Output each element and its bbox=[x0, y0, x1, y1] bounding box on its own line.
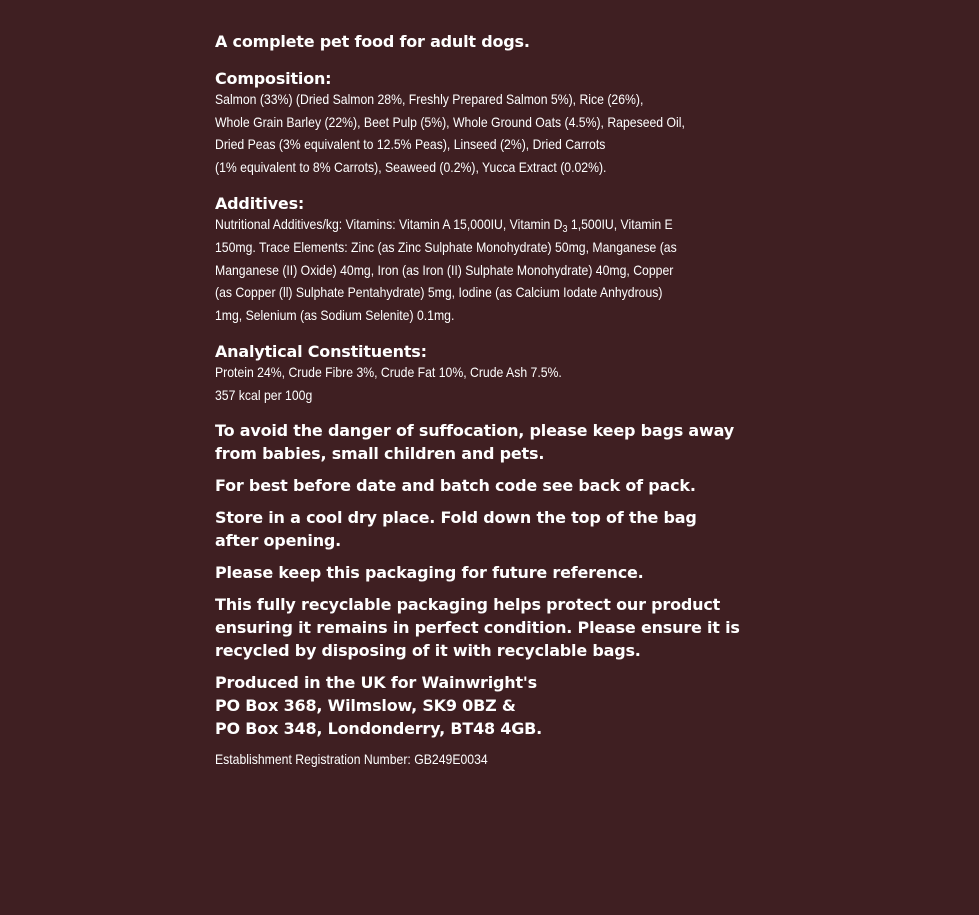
composition-heading: Composition: bbox=[215, 69, 332, 88]
notice-line: recycled by disposing of it with recyclable bags. bbox=[215, 640, 641, 660]
composition-line: Whole Grain Barley (22%), Beet Pulp (5%), Whole Ground Oats (4.5%), Rapeseed Oil, bbox=[215, 114, 685, 130]
additives-line bbox=[215, 214, 746, 237]
additives-heading: Additives: bbox=[215, 194, 305, 214]
notice-line: ensuring it remains in perfect condition. Please ensure it is bbox=[215, 617, 740, 637]
analytical-section bbox=[215, 342, 775, 407]
additives-line: 1mg, Selenium (as Sodium Selenite) 0.1mg. bbox=[215, 307, 455, 323]
notice-line: from babies, small children and pets. bbox=[215, 443, 545, 463]
additives-line: (as Copper (ll) Sulphate Pentahydrate) 5mg, Iodine (as Calcium Iodate Anhydrous) bbox=[215, 285, 663, 301]
notice-line: To avoid the danger of suffocation, please keep bags away bbox=[215, 420, 734, 440]
recycling-notice bbox=[215, 593, 775, 662]
address-line: Produced in the UK for Wainwright's bbox=[215, 672, 537, 692]
notice-line: Please keep this packaging for future reference. bbox=[215, 562, 644, 582]
additives-section bbox=[215, 194, 775, 327]
address-line: PO Box 348, Londonderry, BT48 4GB. bbox=[215, 718, 543, 738]
storage-notice bbox=[215, 506, 775, 552]
suffocation-warning bbox=[215, 419, 775, 465]
keep-packaging-notice bbox=[215, 561, 775, 584]
additives-body bbox=[215, 214, 746, 327]
composition-line: (1% equivalent to 8% Carrots), Seaweed (0.2%), Yucca Extract (0.02%). bbox=[215, 159, 607, 175]
label-text-panel bbox=[215, 30, 775, 771]
registration-number: Establishment Registration Number: GB249E0034 bbox=[215, 751, 488, 767]
composition-line: Dried Peas (3% equivalent to 12.5% Peas), Linseed (2%), Dried Carrots bbox=[215, 137, 606, 153]
notice-line: Store in a cool dry place. Fold down the top of the bag bbox=[215, 507, 697, 527]
analytical-line: Protein 24%, Crude Fibre 3%, Crude Fat 10%, Crude Ash 7.5%. bbox=[215, 365, 562, 381]
composition-line: Salmon (33%) (Dried Salmon 28%, Freshly Prepared Salmon 5%), Rice (26%), bbox=[215, 92, 644, 107]
composition-section bbox=[215, 69, 775, 179]
producer-address bbox=[215, 671, 775, 740]
additives-line-text: 1,500IU, Vitamin E bbox=[567, 217, 673, 233]
additives-line: Manganese (II) Oxide) 40mg, Iron (as Iron (II) Sulphate Monohydrate) 40mg, Copper bbox=[215, 262, 674, 278]
additives-line-text: Nutritional Additives/kg: Vitamins: Vitamin A 15,000IU, Vitamin D bbox=[215, 217, 563, 233]
analytical-heading: Analytical Constituents: bbox=[215, 342, 427, 362]
vitamin-d-subscript: 3 bbox=[562, 224, 568, 236]
address-line: PO Box 368, Wilmslow, SK9 0BZ & bbox=[215, 695, 516, 715]
composition-body bbox=[215, 89, 746, 179]
notice-line: after opening. bbox=[215, 530, 342, 550]
analytical-body bbox=[215, 362, 746, 407]
notice-line: For best before date and batch code see back of pack. bbox=[215, 475, 696, 495]
best-before-notice bbox=[215, 474, 775, 497]
notice-line: This fully recyclable packaging helps protect our product bbox=[215, 594, 721, 614]
analytical-line: 357 kcal per 100g bbox=[215, 387, 313, 403]
additives-line: 150mg. Trace Elements: Zinc (as Zinc Sulphate Monohydrate) 50mg, Manganese (as bbox=[215, 239, 677, 255]
intro-text: A complete pet food for adult dogs. bbox=[215, 32, 530, 51]
